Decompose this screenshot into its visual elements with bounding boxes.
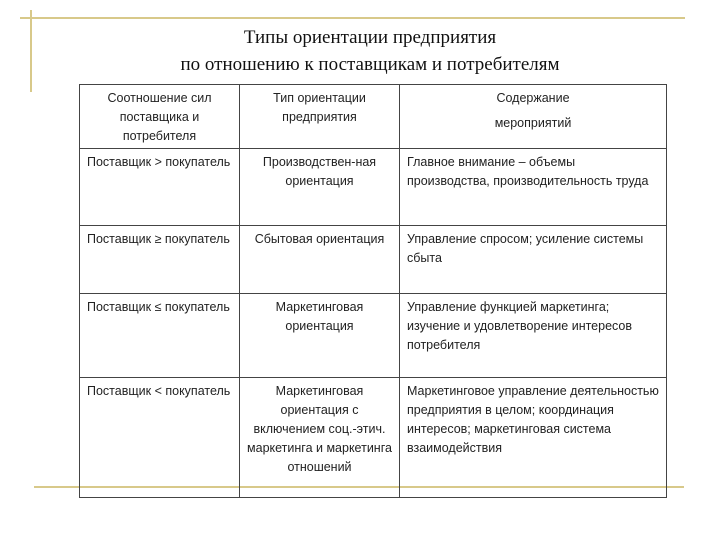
slide-title-line-1: Типы ориентации предприятия xyxy=(243,27,497,48)
header-content-line-1: Содержание xyxy=(496,91,570,105)
slide-title-line-2: по отношению к поставщикам и потребителям xyxy=(180,54,560,75)
table-header-row xyxy=(80,85,667,149)
orientation-table xyxy=(79,84,667,498)
cell-ratio: Поставщик ≥ покупатель xyxy=(80,226,240,294)
cell-type: Маркетинговая ориентация xyxy=(240,294,400,378)
cell-content: Управление спросом; усиление системы сбыта xyxy=(400,226,667,294)
cell-type: Сбытовая ориентация xyxy=(240,226,400,294)
cell-ratio: Поставщик > покупатель xyxy=(80,149,240,226)
cell-ratio: Поставщик ≤ покупатель xyxy=(80,294,240,378)
cell-ratio: Поставщик < покупатель xyxy=(80,378,240,498)
cell-type: Маркетинговая ориентация с включением соц.-этич. маркетинга и маркетинга отношений xyxy=(240,378,400,498)
frame-line-left xyxy=(30,10,32,92)
header-ratio: Соотношение сил поставщика и потребителя xyxy=(80,85,240,149)
table-row xyxy=(80,226,667,294)
cell-content: Главное внимание – объемы производства, производительность труда xyxy=(400,149,667,226)
table-row xyxy=(80,149,667,226)
frame-line-top xyxy=(20,17,685,19)
cell-content: Маркетинговое управление деятельностью предприятия в целом; координация интересов; маркетинговая система взаимодействия xyxy=(400,378,667,498)
table-row xyxy=(80,294,667,378)
header-type: Тип ориентации предприятия xyxy=(240,85,400,149)
header-content xyxy=(400,85,667,149)
header-content-line-2: мероприятий xyxy=(494,116,572,130)
table-row xyxy=(80,378,667,498)
cell-type: Производствен-ная ориентация xyxy=(240,149,400,226)
cell-content: Управление функцией маркетинга; изучение и удовлетворение интересов потребителя xyxy=(400,294,667,378)
slide-title xyxy=(40,24,700,78)
